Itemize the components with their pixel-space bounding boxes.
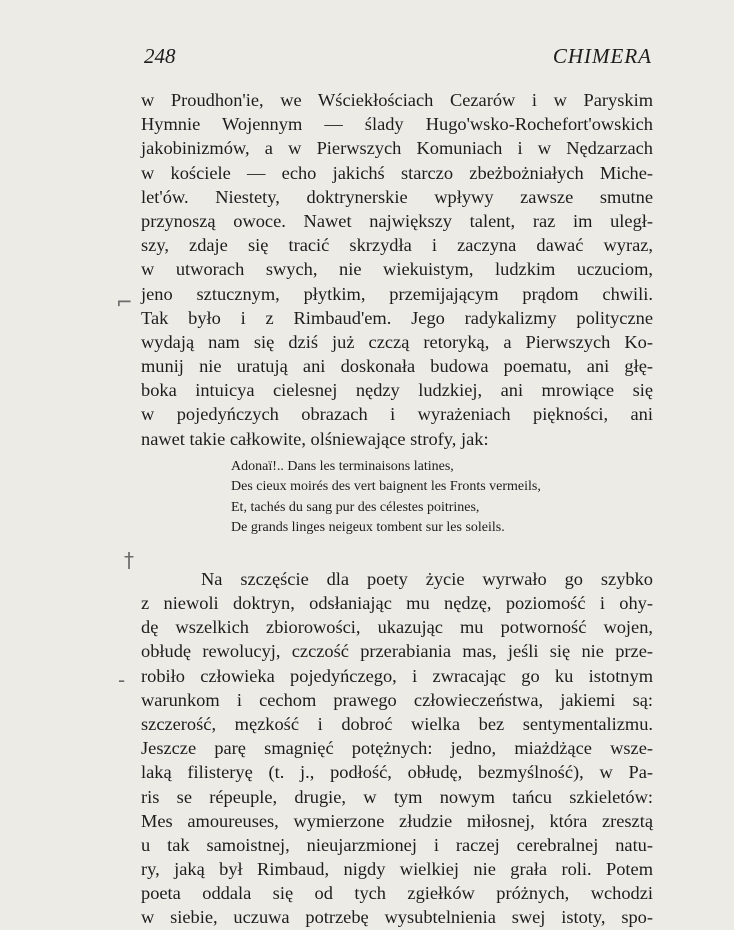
text-line: szy, zdaje się tracić skrzydła i zaczyna dawać wyraz, bbox=[141, 235, 653, 256]
pencil-margin-mark: ⌐ bbox=[116, 290, 133, 314]
text-line: jakobinizmów, a w Pierwszych Komuniach i w Nędzarzach bbox=[141, 138, 653, 159]
verse-line: De grands linges neigeux tombent sur les soleils. bbox=[231, 520, 505, 536]
text-line: robiło człowieka pojedyńczego, i zwracając go ku istotnym bbox=[141, 665, 653, 686]
text-line: Mes amoureuses, wymierzone złudzie miłosnej, która zresztą bbox=[141, 810, 653, 831]
text-line: w utworach swych, nie wiekuistym, ludzkim uczuciom, bbox=[141, 259, 653, 280]
verse-line: Adonaï!.. Dans les terminaisons latines, bbox=[231, 458, 454, 474]
text-line: ry, jaką był Rimbaud, nigdy wielkiej nie grała roli. Potem bbox=[141, 859, 653, 880]
text-line: jeno sztucznym, płytkim, przemijającym prądom chwili. bbox=[141, 283, 653, 304]
text-line: szczerość, męzkość i dobroć wielka bez sentymentalizmu. bbox=[141, 713, 653, 734]
text-line: let'ów. Niestety, doktrynerskie wpływy zawsze smutne bbox=[141, 186, 653, 207]
text-line: nawet takie całkowite, olśniewające strofy, jak: bbox=[141, 428, 489, 449]
text-line: ris se répeuple, drugie, w tym nowym tańcu szkieletów: bbox=[141, 786, 653, 807]
text-line: obłudę rewolucyj, czczość przerabiania mas, jeśli się nie prze- bbox=[141, 641, 653, 662]
text-line: Hymnie Wojennym — ślady Hugo'wsko-Rochefort'owskich bbox=[141, 114, 653, 135]
text-line: Na szczęście dla poety życie wyrwało go szybko bbox=[201, 568, 653, 589]
paragraph-gap bbox=[141, 547, 653, 567]
verse-line: Et, tachés du sang pur des célestes poitrines, bbox=[231, 499, 480, 515]
text-line: warunkom i cechom prawego człowieczeństwa, jakiemi są: bbox=[141, 689, 653, 710]
text-line: przynoszą owoce. Nawet największy talent, raz im uległ- bbox=[141, 210, 653, 231]
text-line: munij nie uratują ani doskonała budowa poematu, ani głę- bbox=[141, 356, 653, 377]
text-line: boka intuicya cielesnej nędzy ludzkiej, ani mrowiące się bbox=[141, 380, 653, 401]
text-line: dę wszelkich zbiorowości, ukazując mu potworność wojen, bbox=[141, 617, 653, 638]
text-line: z niewoli doktryn, odsłaniając mu nędzę, poziomość i ohy- bbox=[141, 593, 653, 613]
page-number: 248 bbox=[144, 44, 176, 68]
text-line: w kościele — echo jakichś starczo zbeżbożniałych Miche- bbox=[141, 162, 653, 183]
body-text bbox=[141, 88, 653, 930]
verse-quote bbox=[231, 457, 653, 539]
text-line: w Proudhon'ie, we Wściekłościach Cezarów i w Paryskim bbox=[141, 90, 653, 110]
pencil-margin-mark: † bbox=[124, 548, 134, 572]
paragraph bbox=[141, 88, 653, 451]
running-head: CHIMERA bbox=[552, 44, 652, 68]
text-line: poeta oddala się od tych zgiełków próżnych, wchodzi bbox=[141, 883, 653, 904]
text-line: w pojedyńczych obrazach i wyrażeniach piękności, ani bbox=[141, 404, 653, 425]
pencil-margin-mark: - bbox=[118, 668, 126, 692]
text-line: laką filisteryę (t. j., podłość, obłudę, bezmyślność), w Pa- bbox=[141, 762, 653, 783]
page-header bbox=[144, 44, 652, 70]
text-line: u tak samoistnej, nieujarzmionej i raczej cerebralnej natu- bbox=[141, 834, 653, 855]
text-line: w siebie, uczuwa potrzebę wysubtelnienia swej istoty, spo- bbox=[141, 907, 653, 928]
text-line: Jeszcze parę smagnięć potężnych: jedno, miażdżące wsze- bbox=[141, 738, 653, 759]
text-line: wydają nam się dziś już czczą retoryką, a Pierwszych Ko- bbox=[141, 331, 653, 352]
verse-line: Des cieux moirés des vert baignent les Fronts vermeils, bbox=[231, 479, 541, 495]
text-line: Tak było i z Rimbaud'em. Jego radykalizmy polityczne bbox=[141, 307, 653, 328]
paragraph bbox=[141, 567, 653, 930]
